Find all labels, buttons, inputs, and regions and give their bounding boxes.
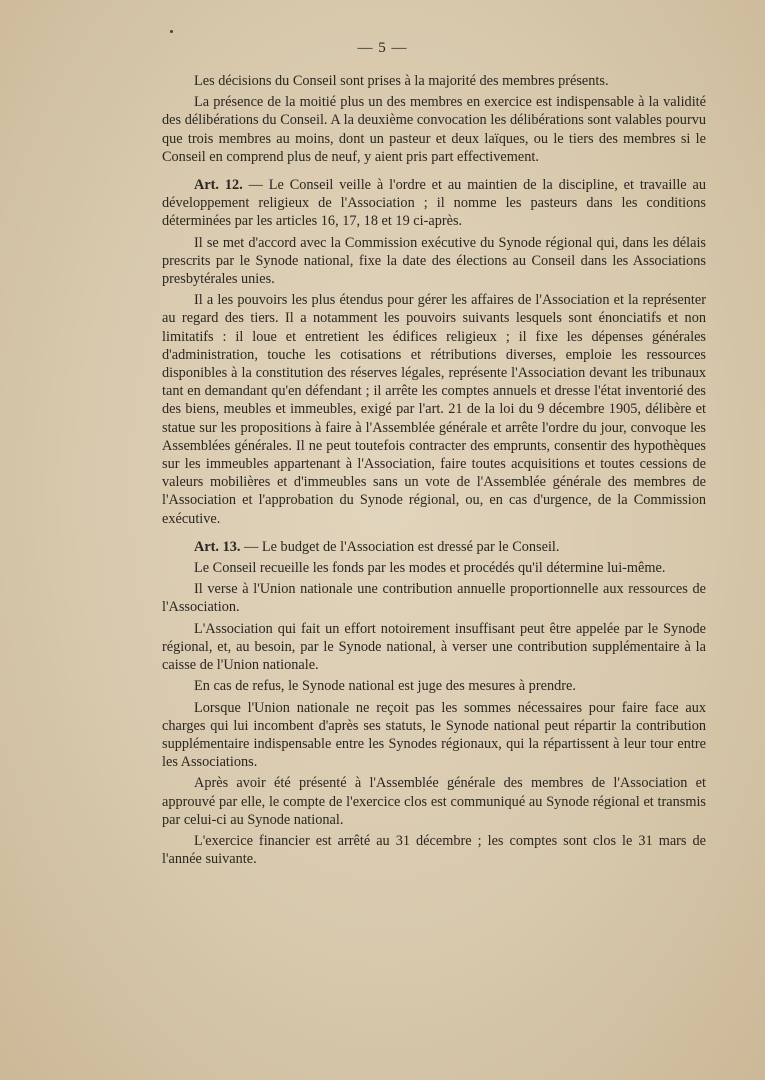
paragraph-powers: Il a les pouvoirs les plus étendus pour gérer les affaires de l'Association et la représenter au regard des tiers. Il a notamment les pouvoirs suivants lesquels sont énonciatifs et non limitatifs : il loue et entretient les édifices religieux ; il fixe les dépenses générales d'administration, touche les cotisations et rétributions diverses, emploie les ressources disponibles à la constitution des réserves légales, représente l'Association devant les tribunaux tant en demandant qu'en défendant ; il arrête les comptes annuels et dresse l'état inventorié des des biens, meubles et immeubles, exigé par l'art. 21 de la loi du 9 décembre 1905, délibère et statue sur les propositions à faire à l'Assemblée générale et arrête l'ordre du jour, convoque les Assemblées générales. Il ne peut toutefois contracter des emprunts, consentir des hypothèques sur les immeubles appartenant à l'Association, faire toutes acquisitions et toutes cessions de valeurs mobilières et d'immeubles sans un vote de l'Assemblée générale des membres de l'Association et l'approbation du Synode régional, ou, en cas d'urgence, de la Commission exécutive.	[162, 292, 706, 527]
paragraph-refusal: En cas de refus, le Synode national est juge des mesures à prendre.	[194, 678, 576, 695]
paragraph-funds: Le Conseil recueille les fonds par les modes et procédés qu'il détermine lui-même.	[194, 560, 666, 577]
paragraph-majority: Les décisions du Conseil sont prises à la majorité des membres présents.	[194, 73, 609, 89]
article-12-text: — Le Conseil veille à l'ordre et au maintien de la discipline, et travaille au développement religieux de l'Association ; il nomme les pasteurs dans les conditions déterminées par les articles 16, 17, 18 et 19 ci-après.	[162, 177, 707, 230]
ink-speck	[170, 30, 173, 33]
paragraph-union-charges: Lorsque l'Union nationale ne reçoit pas les sommes nécessaires pour faire face aux charges qui lui incombent d'après ses statuts, le Synode national peut répartir la contribution supplémentaire indispensable entre les Synodes régionaux, qui la répartissent à leur tour entre les Associations.	[162, 699, 706, 771]
article-13	[162, 538, 706, 556]
article-13-label: Art. 13.	[194, 538, 241, 555]
article-13-text: — Le budget de l'Association est dressé par le Conseil.	[240, 538, 560, 555]
paragraph-fiscal-year: L'exercice financier est arrêté au 31 décembre ; les comptes sont clos le 31 mars de l'année suivante.	[162, 832, 706, 868]
paragraph-contribution: Il verse à l'Union nationale une contribution annuelle proportionnelle aux ressources de l'Association.	[162, 581, 706, 616]
page-body	[162, 72, 706, 868]
paragraph-commission: Il se met d'accord avec la Commission exécutive du Synode régional qui, dans les délais prescrits par le Synode national, fixe la date des élections au Conseil dans les Associations presbytérales unies.	[162, 234, 706, 288]
paragraph-insufficient-effort: L'Association qui fait un effort notoirement insuffisant peut être appelée par le Synode régional, et, au besoin, par le Synode national, à verser une contribution supplémentaire à la caisse de l'Union nationale.	[162, 620, 706, 674]
paragraph-accounts-approval: Après avoir été présenté à l'Assemblée générale des membres de l'Association et approuvé par elle, le compte de l'exercice clos est communiqué au Synode régional et transmis par celui-ci au Synode national.	[162, 775, 706, 828]
page-number: — 5 —	[357, 40, 408, 56]
paragraph-quorum: La présence de la moitié plus un des membres en exercice est indispensable à la validité des délibérations du Conseil. A la deuxième convocation les délibérations sont valables pourvu que trois membres au moins, dont un pasteur et deux laïques, ou le tiers des membres si le Conseil en comprend plus de neuf, y aient pris part effectivement.	[162, 94, 706, 165]
article-12-label: Art. 12.	[194, 177, 243, 194]
article-12	[162, 176, 706, 231]
